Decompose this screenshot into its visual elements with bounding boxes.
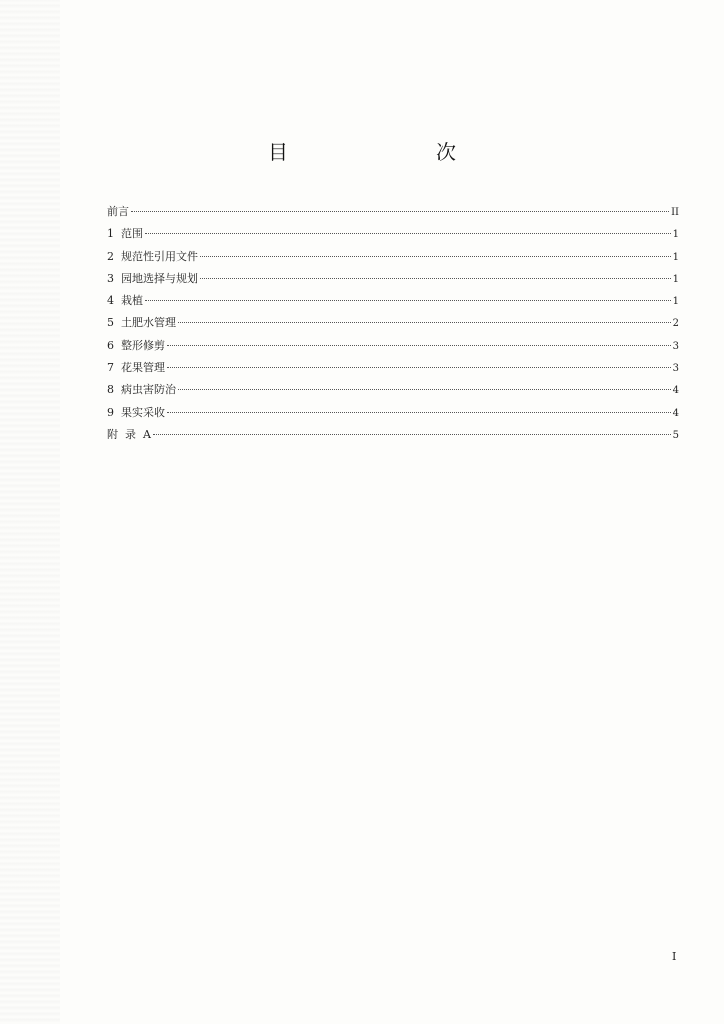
toc-entry-label: 6 整形修剪	[107, 338, 165, 352]
toc-entry-label: 前言	[107, 205, 129, 218]
toc-entry-9[interactable]	[107, 402, 679, 424]
toc-leader-dots	[167, 412, 671, 413]
toc-leader-dots	[153, 434, 671, 435]
table-of-contents	[107, 201, 679, 446]
toc-entry-7[interactable]	[107, 357, 679, 379]
toc-leader-dots	[200, 256, 671, 257]
toc-entry-page: 1	[672, 251, 679, 263]
toc-entry-label: 9 果实采收	[107, 405, 165, 419]
toc-leader-dots	[145, 300, 671, 301]
toc-leader-dots	[167, 367, 671, 368]
toc-leader-dots	[167, 345, 671, 346]
toc-entry-label: 附 录 A	[107, 427, 151, 441]
toc-entry-page: 2	[672, 318, 679, 330]
toc-entry-page: 4	[672, 385, 679, 397]
toc-entry-page: 1	[672, 229, 679, 241]
toc-entry-1[interactable]	[107, 223, 679, 245]
toc-entry-3[interactable]	[107, 268, 679, 290]
toc-entry-5[interactable]	[107, 312, 679, 334]
toc-leader-dots	[178, 389, 671, 390]
toc-entry-page: 3	[672, 340, 679, 352]
page-number: I	[672, 950, 677, 963]
toc-entry-page: 1	[672, 296, 679, 308]
toc-entry-label: 1 范围	[107, 227, 143, 241]
toc-leader-dots	[131, 211, 669, 212]
toc-entry-page: 4	[672, 407, 679, 419]
toc-entry-8[interactable]	[107, 379, 679, 401]
toc-entry-label: 8 病虫害防治	[107, 383, 176, 397]
toc-entry-label: 3 园地选择与规划	[107, 271, 198, 285]
toc-entry-label: 4 栽植	[107, 294, 143, 308]
toc-entry-4[interactable]	[107, 290, 679, 312]
toc-entry-preface[interactable]	[107, 201, 679, 223]
toc-entry-page: 5	[672, 429, 679, 441]
toc-entry-2[interactable]	[107, 246, 679, 268]
toc-leader-dots	[178, 322, 671, 323]
toc-entry-label: 5 土肥水管理	[107, 316, 176, 330]
page-title: 目 次	[268, 140, 492, 164]
toc-entry-label: 2 规范性引用文件	[107, 249, 198, 263]
toc-entry-label: 7 花果管理	[107, 361, 165, 375]
toc-leader-dots	[200, 278, 671, 279]
toc-entry-6[interactable]	[107, 335, 679, 357]
toc-entry-page: 1	[672, 273, 679, 285]
toc-entry-page: II	[671, 207, 679, 218]
toc-leader-dots	[145, 233, 671, 234]
toc-entry-appendix-a[interactable]	[107, 424, 679, 446]
toc-entry-page: 3	[672, 363, 679, 375]
